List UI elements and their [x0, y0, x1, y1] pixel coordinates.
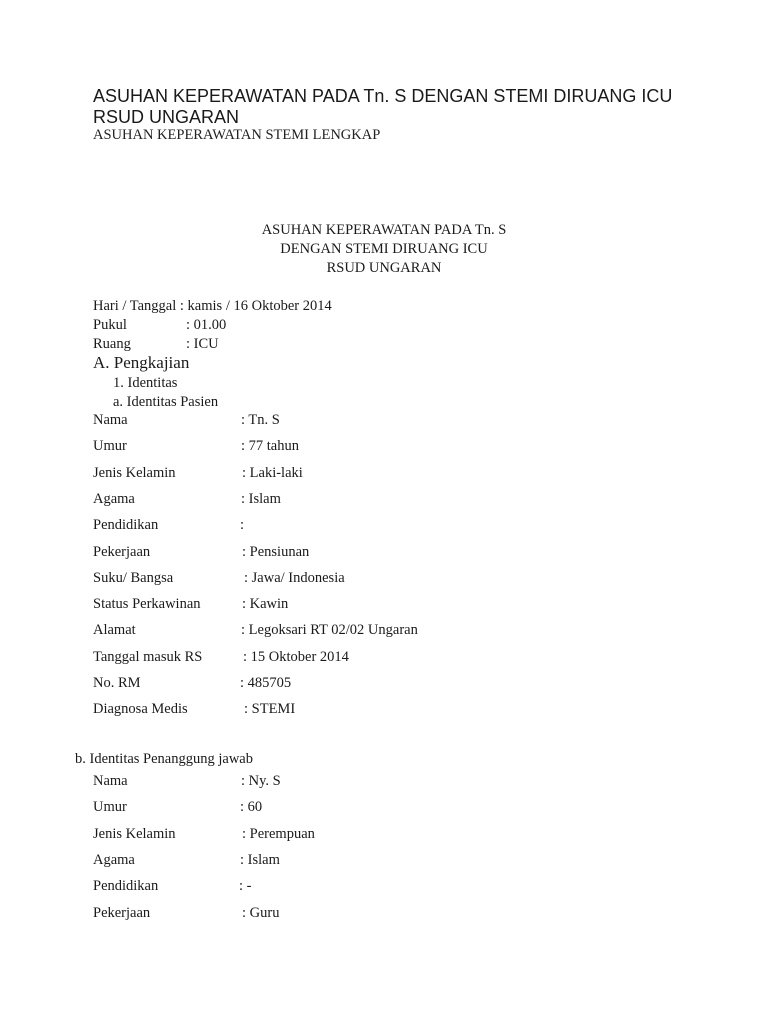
field-label: Alamat [93, 622, 136, 639]
field-label: Umur [93, 438, 127, 455]
field-value: : Tn. S [241, 412, 280, 428]
center-heading-line3: RSUD UNGARAN [326, 260, 442, 276]
document-title [93, 86, 672, 128]
field-value: : 77 tahun [241, 438, 299, 455]
field-value: : Islam [241, 490, 281, 507]
pukul-value: : 01.00 [186, 317, 227, 333]
document-subtitle: ASUHAN KEPERAWATAN STEMI LENGKAP [93, 127, 381, 143]
field-label: Pekerjaan [93, 543, 151, 560]
field-label: Pendidikan [93, 878, 159, 895]
field-value: : 15 Oktober 2014 [243, 648, 349, 665]
section-b-heading: b. Identitas Penanggung jawab [75, 751, 253, 767]
center-heading-line2: DENGAN STEMI DIRUANG ICU [280, 241, 488, 257]
field-value: : STEMI [244, 701, 296, 718]
field-label: Pekerjaan [93, 904, 151, 921]
section-a-heading: A. Pengkajian [93, 353, 190, 372]
field-label: Nama [93, 773, 128, 789]
field-label: Jenis Kelamin [93, 825, 176, 842]
field-label: Tanggal masuk RS [93, 648, 203, 665]
document-title-line2: RSUD UNGARAN [93, 107, 240, 127]
center-heading-line1: ASUHAN KEPERAWATAN PADA Tn. S [261, 222, 507, 238]
ruang-label: Ruang [93, 336, 131, 352]
field-value: : Ny. S [241, 773, 281, 789]
field-label: Pendidikan [93, 517, 159, 534]
document-title-line1: ASUHAN KEPERAWATAN PADA Tn. S DENGAN STEMI DIRUANG ICU [93, 86, 673, 106]
field-label: Status Perkawinan [93, 596, 201, 613]
field-value: : Perempuan [242, 825, 315, 842]
field-label: Diagnosa Medis [93, 701, 188, 718]
field-value: : - [239, 878, 252, 895]
field-label: Suku/ Bangsa [93, 569, 174, 586]
field-value: : Islam [240, 851, 280, 868]
field-label: Jenis Kelamin [93, 464, 176, 481]
field-value: : 60 [240, 799, 263, 816]
field-value: : Legoksari RT 02/02 Ungaran [241, 622, 418, 639]
field-value: : Pensiunan [242, 543, 310, 560]
field-value: : Kawin [242, 596, 289, 613]
sub-heading-identitas: 1. Identitas [113, 375, 178, 391]
pukul-label: Pukul [93, 317, 127, 333]
field-label: Umur [93, 799, 127, 816]
hari-tanggal-row: Hari / Tanggal : kamis / 16 Oktober 2014 [93, 298, 332, 314]
field-label: Agama [93, 490, 135, 507]
ruang-value: : ICU [186, 336, 219, 352]
field-value: : [240, 517, 245, 534]
field-value: : Guru [242, 904, 280, 921]
sub-heading-identitas-pasien: a. Identitas Pasien [113, 394, 219, 410]
field-value: : Jawa/ Indonesia [244, 569, 345, 586]
field-label: Nama [93, 412, 128, 428]
field-label: No. RM [93, 675, 141, 691]
field-label: Agama [93, 851, 135, 868]
field-value: : Laki-laki [242, 464, 303, 481]
field-value: : 485705 [240, 675, 292, 691]
